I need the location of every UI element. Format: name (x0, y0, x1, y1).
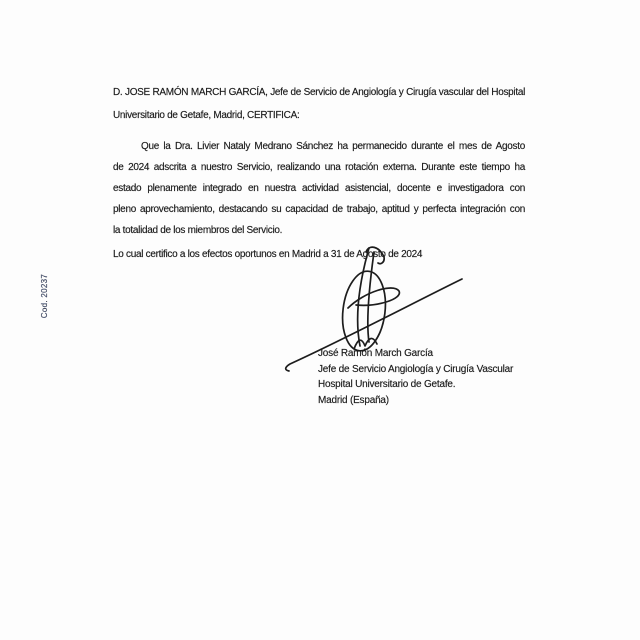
date-line (113, 244, 525, 266)
certifier-paragraph (113, 81, 525, 127)
certification-paragraph (113, 136, 525, 241)
signatory-name: José Ramón March García (318, 348, 433, 359)
text-line: Lo cual certifico a los efectos oportunos en Madrid a 31 de Agosto de 2024 (113, 249, 423, 260)
text-line: D. JOSE RAMÓN MARCH GARCÍA, Jefe de Servicio de Angiología y Cirugía vascular del Hospital (113, 87, 525, 98)
text-line: pleno aprovechamiento, destacando su capacidad de trabajo, aptitud y perfecta integración con (113, 204, 525, 215)
text-line: Universitario de Getafe, Madrid, CERTIFICA: (113, 110, 300, 121)
text-line: la totalidad de los miembros del Servicio. (113, 225, 283, 236)
signature-block (318, 346, 548, 408)
signatory-title: Jefe de Servicio Angiología y Cirugía Vascular (318, 363, 514, 375)
document-code-label: Cod. 20237 (40, 273, 49, 319)
signatory-institution: Hospital Universitario de Getafe. (318, 379, 456, 390)
text-line: de 2024 adscrita a nuestro Servicio, realizando una rotación externa. Durante este tiempo ha (113, 162, 525, 173)
text-line: Que la Dra. Livier Nataly Medrano Sánchez ha permanecido durante el mes de Agosto (141, 141, 525, 152)
text-line: estado plenamente integrado en nuestra actividad asistencial, docente e investigadora con (113, 183, 525, 194)
signatory-location: Madrid (España) (318, 394, 389, 406)
